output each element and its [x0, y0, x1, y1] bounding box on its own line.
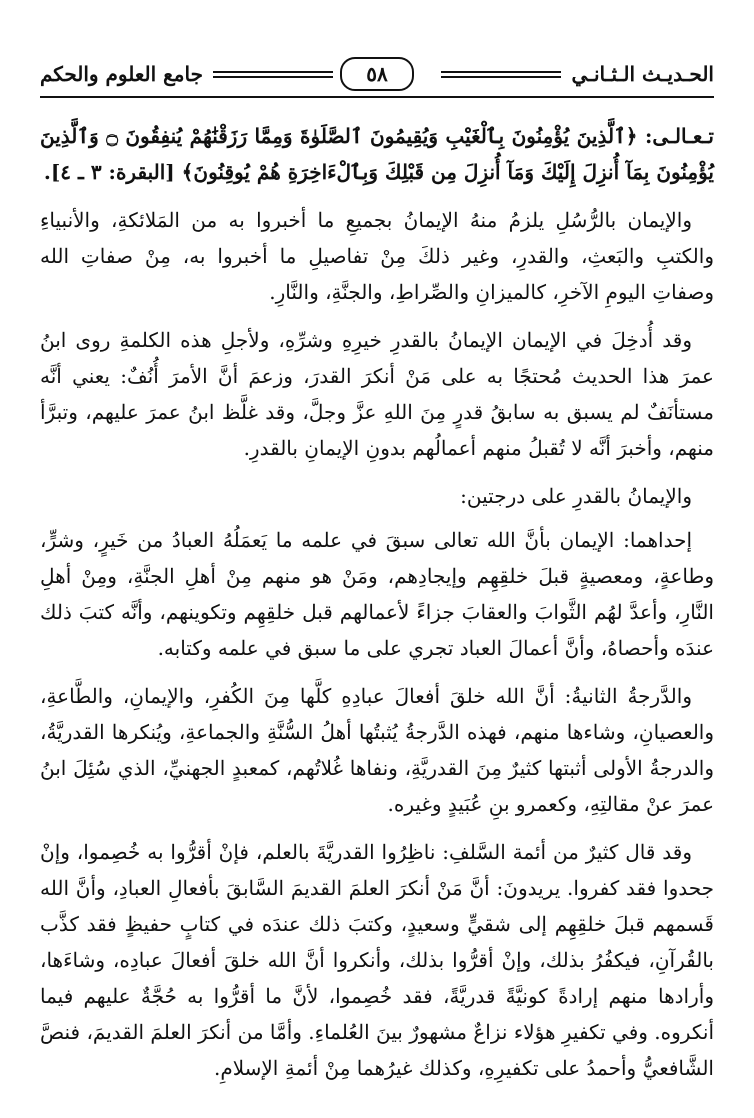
- header-left-ornament-lines: [441, 71, 561, 78]
- body-paragraph: وقد أُدخِلَ في الإيمان الإيمانُ بالقدرِ خيرِهِ وشرِّهِ، ولأجلِ هذه الكلمةِ روى ابنُ عمرَ هذا الحديث مُحتجًا به على مَنْ أنكرَ القدرَ، وزعمَ أنَّ الأمرَ أُنُفٌ: يعني أنَّه مستأنَفٌ لم يسبق به سابقُ قدرٍ مِنَ اللهِ عزَّ وجلَّ، وقد غلَّظ ابنُ عمرَ عليهم، وتبرَّأ منهم، وأخبرَ أنَّه لا تُقبلُ منهم أعمالُهم بدونِ الإيمانِ بالقدرِ.: [40, 328, 714, 460]
- header-line: [213, 71, 333, 73]
- body-paragraph: والدَّرجةُ الثانيةُ: أنَّ الله خلقَ أفعالَ عبادِهِ كلَّها مِنَ الكُفرِ، والإيمانِ، والطَّاعةِ، والعصيانِ، وشاءها منهم، فهذه الدَّرجةُ يُثبتُها أهلُ السُّنَّةِ والجماعةِ، ويُنكرها القدريَّةُ، والدرجةُ الأولى أثبتها كثيرٌ مِنَ القدريَّةِ، ونفاها غُلاتُهم، كمعبدٍ الجهنيِّ، الذي سُئِلَ ابنُ عمرَ عنْ مقالتِهِ، وكعمرو بنِ عُبَيدٍ وغيره.: [40, 684, 714, 816]
- header-rule: [40, 96, 714, 98]
- header-right-title-group: [40, 62, 333, 86]
- running-header: [40, 56, 714, 92]
- header-right-title: جامع العلوم والحكم: [40, 62, 203, 86]
- header-line: [441, 76, 561, 78]
- page-number-wrap: [340, 56, 414, 92]
- header-right-ornament-lines: [213, 71, 333, 78]
- quran-paragraph: تـعـالـى: ﴿ٱلَّذِينَ يُؤْمِنُونَ بِٱلْغَيْبِ وَيُقِيمُونَ ٱلصَّلَوٰةَ وَمِمَّا رَزَقْنَٰهُمْ يُنفِقُونَ ۝ وَٱلَّذِينَ يُؤْمِنُونَ بِمَآ أُنزِلَ إِلَيْكَ وَمَآ أُنزِلَ مِن قَبْلِكَ وَبِٱلْءَاخِرَةِ هُمْ يُوقِنُونَ﴾ [البقرة: ٣ ـ ٤].: [40, 124, 714, 184]
- main-text: [40, 118, 714, 1086]
- body-paragraph: إحداهما: الإيمان بأنَّ الله تعالى سبقَ في علمه ما يَعمَلُهُ العبادُ من خَيرٍ، وشرٍّ، وطاعةٍ، ومعصيةٍ قبلَ خلقِهِم وإيجادِهم، ومَنْ هو منهم مِنْ أهلِ الجنَّةِ، ومِنْ أهلِ النَّارِ، وأعدَّ لهُم الثَّوابَ والعقابَ جزاءً لأعمالهم قبل خلقِهِم وتكوينهم، وأنَّه كتبَ ذلك عندَه وأحصاهُ، وأنَّ أعمالَ العباد تجري على ما سبق في علمه وكتابه.: [40, 528, 714, 660]
- book-page: [40, 56, 714, 1086]
- page-number: ٥٨: [366, 62, 388, 86]
- section-heading: والإيمانُ بالقدرِ على درجتين:: [460, 484, 692, 508]
- body-paragraph: وقد قال كثيرٌ من أئمة السَّلفِ: ناظِرُوا القدريَّةَ بالعلم، فإنْ أقرُّوا به خُصِموا، وإنْ جحدوا فقد كفروا. يريدونَ: أنَّ مَنْ أنكرَ العلمَ القديمَ السَّابقَ بأفعالِ العبادِ، وأنَّ الله قَسمهم قبلَ خلقِهِم إلى شقيٍّ وسعيدٍ، وكتبَ ذلك عندَه في كتابٍ حفيظٍ فقد كذَّب بالقُرآنِ، فيكفُرُ بذلك، وإنْ أقرُّوا بذلك، وأنكروا أنَّ الله خلقَ أفعالَ عبادِه، وشاءَها، وأرادها منهم إرادةً كونيَّةً قدريَّةً، فقد خُصِموا، لأنَّ ما أقرُّوا به حُجَّةٌ عليهم فيما أنكروه. وفي تكفيرِ هؤلاء نزاعٌ مشهورٌ بينَ العُلماءِ. وأمَّا من أنكرَ العلمَ القديمَ، فنصَّ الشَّافعيُّ وأحمدُ على تكفيرِهِ، وكذلك غيرُهما مِنْ أئمةِ الإسلامِ.: [40, 840, 714, 1080]
- header-line: [441, 71, 561, 73]
- header-left-title: الحـديـث الـثـانـي: [571, 62, 714, 86]
- header-line: [213, 76, 333, 78]
- page-number-badge: [340, 57, 414, 91]
- header-left-title-group: [441, 62, 714, 86]
- body-paragraph: والإيمان بالرُّسُلِ يلزمُ منهُ الإيمانُ بجميعِ ما أخبروا به من المَلائكةِ، والأنبياءِ والكتبِ والبَعثِ، والقدرِ، وغير ذلكَ مِنْ تفاصيلِ ما أخبروا به، مِنْ صفاتِ الله وصفاتِ اليومِ الآخرِ، كالميزانِ والصِّراطِ، والجنَّةِ، والنَّارِ.: [40, 208, 714, 304]
